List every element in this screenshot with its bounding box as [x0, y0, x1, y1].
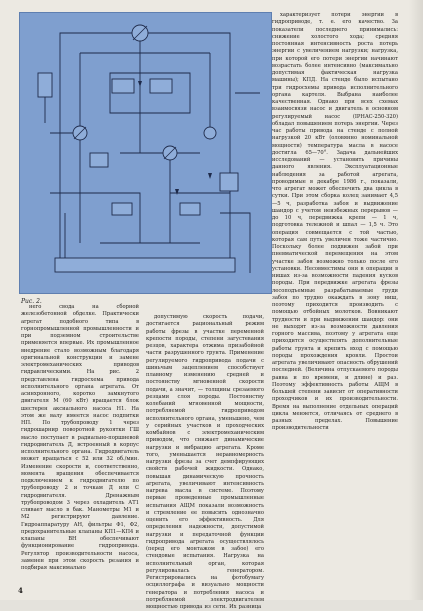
text-column-middle [146, 314, 264, 610]
filter-1 [112, 203, 132, 215]
filter-2 [180, 203, 200, 215]
oil-tank [55, 258, 235, 272]
figure-caption: Рис. 2. [21, 298, 42, 305]
valve-block-1 [112, 79, 134, 93]
paragraph: характеризует потери энергии в гидроприводе, т. е. его качество. За показатели последнего принимались: снижение холостого хода; средняя постоянная интенсивность роста потерь энергии с увеличением нагрузки; нагрузка, при которой его потери энергии начинают возрастать более интенсивно (максимально допустимая фактическая нагрузка машины); КПД. На стенде было испытано три гидросхемы привода исполнительного органа картеля. Выбрана наиболее качественная. Однако при всех схемах взаимосвязи насос и двигатель в основном регулируемый насос (IPHAC-250-320) обладал повышением потерь энергии. Через час работы привода на стенде с полной нагрузкой 20 кВт (оловянно номинальной мощности) температура масла в насосе достигла 65—70°. Задача дальнейших исследований — установить причины данного явления. Эксплуатационные наблюдения за работой агрегата, проводимые в декабре 1986 г., показали, что агрегат может обеспечить два цикла в сутки. При этом сборка колец занимает 4,5—5 ч, разработка забоя и выдвижение шандор с учетом неизбежных перерывов — до 10 ч, передвижка крепи — 1 ч, подготовка тележной и шпал — 1,5 ч. Это операция совмещается с той частью, которая сам путь увеличен тоже частично. Поскольку более подвижен забой при пневматической перемещения на этом участке забоя возможно только после его установки. Несовместимы они в операции в нишах из-за возможности падения кусков породы. При передвижке агрегата фрезы лесоподъемные разрабатываемые груди забоя по трудно окаждать в зону ниш, поэтому приходится производить с помощью отбойных молотков. Вовникают трудности и при выдвижении шандор: они не выходят из-за возможности давления горного массива, поэтому у агрегата еще приходится осуществлять дополнительные работы грунта и крепить вход с помощью породы прохождения кровли. Простои агрегата увеличивают опасность обрушений последней. (Величина отпускаемого породы равна и по времени, и длине) и раз. Поэтому эффективность работы АЩМ в большей степени зависит от оперативности проходчиков и их производительности. Время на выполнение отдельных операций цикла меняется, отличаясь от среднего в разных пределах. Повышение производительности [272, 12, 398, 432]
hydraulic-schematic-figure [19, 12, 272, 294]
hydraulic-diagram [20, 13, 273, 295]
paragraph: допустимую скорость подачи, достигается рациональный режим работы фрезы в участке переменной крепости породы, степени загустевания резцов, характера отжима призабойной части разрушенного грунта. Применение регулируемого гидропривода подачи с шиньчым зацеплением способствует плавному изменению средней и постоянству мгновенной скорости подачи, а значит, — толщины срезаемого резцами слоя породы. Постоянству колебаний мгновенной мощности, потребляемой гидроприводом исполнительного органа, уменьшено, чем у серийных участков и проходческих комбайнов с электромеханическим приводом, что снижает динамические нагрузки и вибрацию агрегата. Кроме того, уменьшается неравномерность нагрузки фрезы за счет демпфирующих свойств рабочей жидкости. Однако, повышая динамическую прочность агрегата, увеличивают интенсивность нагрева масла в системе. Поэтому первые проведенные промышленные испытания АЩМ показали возможность и стремление ее повысить однозначно оценить его эффективность. Для определения надежности, допустимой нагрузки и передаточной функции гидропривода агрегата осуществлялось (перед его монтажом в забое) его стендовые испытания. Нагрузка на исполнительный орган, которая регулировалась генератором. Регистрировались на фотобумагу осциллографа и визуально мощности генератора и потребления насоса и потребляемой электродвигателем мощностью привода из сети. Их разница [146, 314, 264, 610]
text-column-left [21, 304, 139, 586]
distributor [220, 173, 238, 191]
page-number: 4 [18, 586, 23, 595]
check-valve [90, 153, 108, 167]
page-edge-shadow [409, 0, 423, 600]
cooler [38, 73, 52, 97]
text-column-right [272, 12, 398, 587]
gauge-symbol [204, 127, 216, 139]
paragraph: него свода на сборной железобетонной обделке. Практически агрегат подобного типа в горнопромышленной промышленности и при подземном строительстве применяется впервые. Их промышленное внедрение стало возможным благодаря оригинальной конструкции и замене электромеханических приводов гидравлическими. На рис. 2 представлена гидросхема привода исполнительного органа агрегата. От асинхронного, коротко замкнутого двигателя М (60 кВт) вращается блок шестерен аксиального насоса Н1. На этом же валу имеется насос подпитки НП. По трубопроводу 1 через гидрошарнир поворотной рукоятки ГШ масло поступает в радиально-поршневой гидродвигатель Д, встроенный в корпус исполнительного органа. Гидродвигатель может вращаться с 52 или 32 об./мин. Изменение скорости и, соответственно, момента вращения обеспечивается подключением к гидродвигателю по трубопроводу 2 и точкам Д или С гидродвигателя. Дренажным трубопроводом 3 через охладитель АТ1 сливает масло в бак. Манометры М1 и М2 регистрируют давление. Гидроаппаратуру АН, фильтры Ф1, Ф2, предохранительные клапаны КП1—КП4 и клапаны ВН обеспечивают функционирование гидропривода. Регулятор производительности насоса, заменен при этом скорость резания и подбирая максимально [21, 304, 139, 571]
valve-block-2 [150, 79, 172, 93]
